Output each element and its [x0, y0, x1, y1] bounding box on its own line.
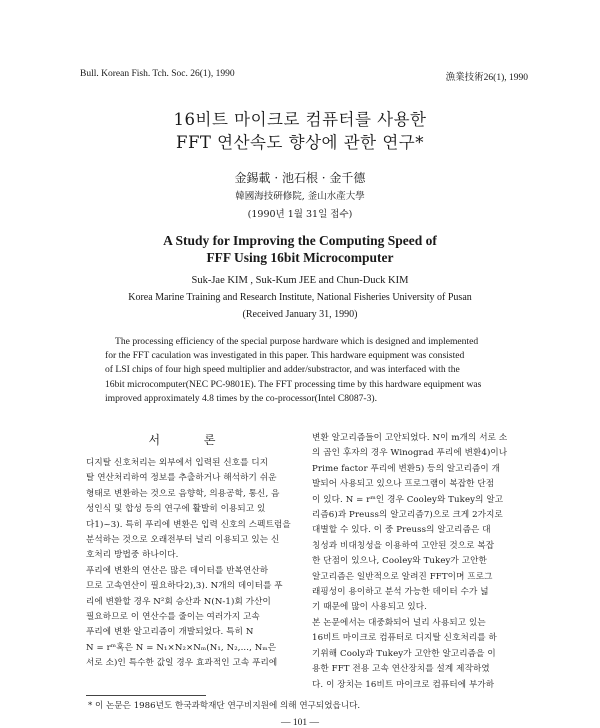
body-line: 16비트 마이크로 컴퓨터로 디지탈 신호처리를 하	[312, 633, 497, 644]
body-line: 한 단점이 있으나, Cooley와 Tukey가 고안한	[312, 556, 487, 567]
body-line: 리에 변환할 경우 N²회 승산과 N(N-1)회 가산이	[86, 596, 271, 607]
body-line: 본 논문에서는 대중화되어 널리 사용되고 있는	[312, 617, 486, 628]
body-line: 이 있다. N = rᵐ인 경우 Cooley와 Tukey의 알고	[312, 494, 504, 505]
body-line: 므로 고속연산이 필요하다2),3). N개의 데이터를 푸	[86, 581, 283, 592]
body-line: 호처리 방법중 하나이다.	[86, 550, 179, 561]
abstract-line: of LSI chips of four high speed multiplier and adder/substractor, and was interfaced with the	[105, 364, 460, 376]
body-line: 기위해 Cooly과 Tukey가 고안한 알고리즘을 이	[312, 648, 496, 659]
body-line: 디지탈 신호처리는 외부에서 입력된 신호를 디지	[86, 458, 269, 468]
body-column-right	[312, 431, 524, 693]
abstract-line: for the FFT caculation was investigated in this paper. This hardware equipment was consisted	[105, 350, 465, 362]
body-line: 발되어 사용되고 있으나 프로그램이 복잡한 단점	[312, 479, 495, 490]
body-line: 리즘6)과 Preuss의 알고리즘7)으로 크게 2가지로	[312, 510, 503, 521]
body-line: 의 곱인 후자의 경우 Winograd 푸리에 변환4)이나	[312, 448, 508, 459]
body-line: 알고리즘은 일반적으로 알려진 FFT이며 프로그	[312, 571, 493, 582]
body-line: 형태로 변환하는 것으로 음향학, 의용공학, 통신, 음	[86, 488, 280, 499]
abstract-line: The processing efficiency of the special purpose hardware which is designed and implemented	[115, 336, 479, 347]
body-line: 서로 소)인 특수한 값일 경우 효과적인 고속 푸리에	[86, 658, 278, 669]
footnote: * 이 논문은 1986년도 한국과학재단 연구비지원에 의해 연구되었읍니다.	[88, 701, 361, 711]
korean-title-line-1: 16비트 마이크로 컴퓨터를 사용한	[173, 110, 427, 129]
korean-title-line-2: FFT 연산속도 향상에 관한 연구*	[176, 133, 424, 152]
english-received-date: (Received January 31, 1990)	[242, 309, 358, 320]
body-line: 성인식 및 합성 등의 연구에 활발히 이용되고 있	[86, 504, 266, 515]
abstract	[105, 335, 515, 406]
abstract-line: 16bit microcomputer(NEC PC-9801E). The FFT processing time by this hardware equipment was	[105, 378, 482, 390]
body-column-left	[86, 456, 298, 672]
korean-received-date: (1990년 1월 31일 접수)	[247, 209, 353, 220]
body-line: 필요하므로 이 연산수를 줄이는 여러가지 고속	[86, 612, 260, 623]
abstract-line: improved approximately 4.8 times by the co-processor(Intel C8087-3).	[105, 392, 378, 404]
page-number: — 101 —	[281, 718, 319, 728]
english-title-line-2: FFF Using 16bit Microcomputer	[206, 250, 394, 265]
english-authors: Suk-Jae KIM , Suk-Kum JEE and Chun-Duck KIM	[191, 275, 409, 286]
section-heading-introduction: 서 론	[148, 433, 236, 447]
korean-authors: 金錫載 · 池石根 · 金千德	[234, 171, 366, 185]
body-line: 변환 알고리즘들이 고안되었다. N이 m개의 서로 소	[312, 433, 508, 443]
english-title-line-1: A Study for Improving the Computing Speed of	[163, 233, 437, 248]
body-line: 대별할 수 있다. 이 중 Preuss의 알고리즘은 대	[312, 525, 491, 536]
running-header-left: Bull. Korean Fish. Tch. Soc. 26(1), 1990	[80, 69, 235, 79]
body-line: 칭성과 비대칭성을 이용하여 고안된 것으로 복잡	[312, 540, 495, 551]
body-line: N = rᵐ혹은 N = N₁×N₂×Nₘ(N₁, N₂,..., Nₘ은	[86, 642, 277, 653]
english-affiliation: Korea Marine Training and Research Institute, National Fisheries University of Pusan	[128, 292, 472, 303]
korean-affiliation: 韓國海技硏修院, 釜山水產大學	[235, 191, 365, 202]
body-line: 푸리에 변환의 연산은 많은 데이터를 반복연산하	[86, 565, 269, 576]
body-line: 분석하는 것으로 오래전부터 널리 이용되고 있는 신	[86, 535, 280, 546]
body-line: 푸리에 변환 알고리즘이 개발되었다. 특히 N	[86, 627, 254, 638]
body-line: 탈 연산처리하여 정보를 추출하거나 해석하기 쉬운	[86, 473, 277, 484]
body-line: 다. 이 장치는 16비트 마이크로 컴퓨터에 부가하	[312, 679, 495, 690]
body-line: 기 때문에 많이 사용되고 있다.	[312, 602, 427, 613]
body-line: 다1)~3). 특히 푸리에 변환은 입력 신호의 스펙트럼을	[86, 519, 291, 530]
body-line: Prime factor 푸리에 변환5) 등의 알고리즘이 개	[312, 463, 501, 474]
body-line: 용한 FFT 전용 고속 연산장치를 설계 제작하였	[312, 664, 490, 675]
footnote-divider	[86, 695, 206, 696]
running-header-right: 漁業技術26(1), 1990	[445, 73, 528, 83]
body-line: 래핑성이 용이하고 분석 가능한 데이터 수가 넓	[312, 587, 489, 598]
